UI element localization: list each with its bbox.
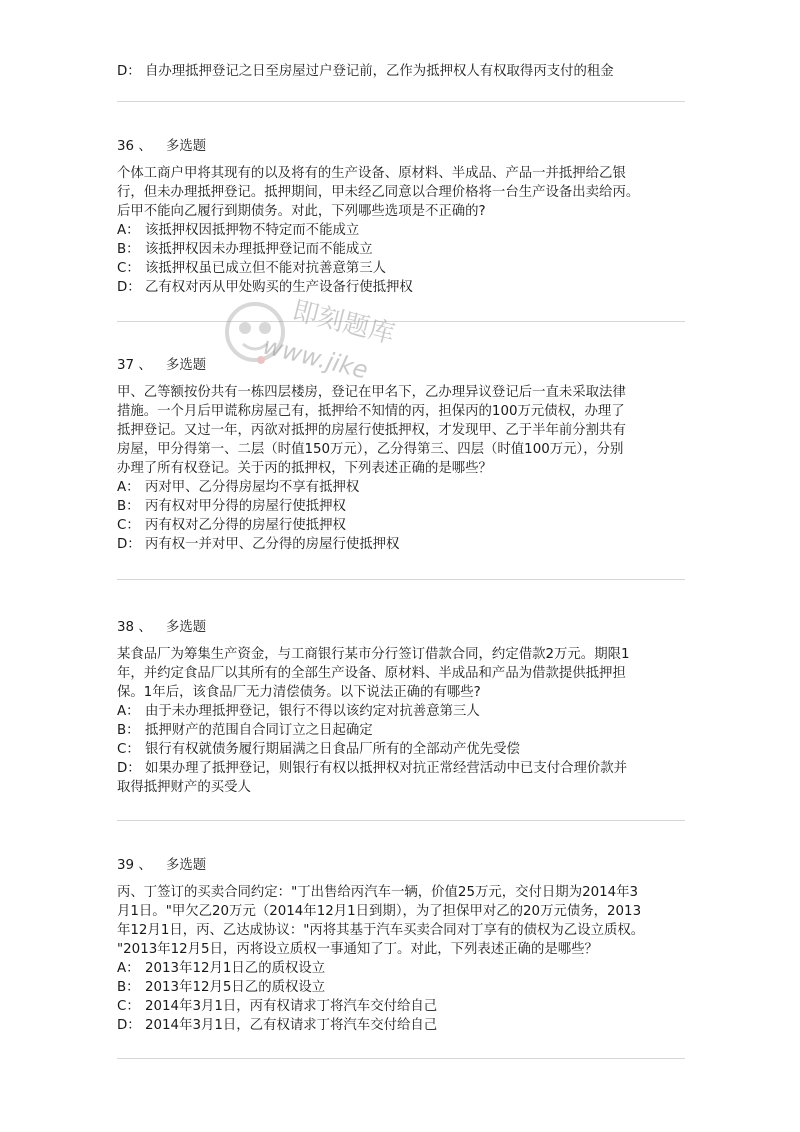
stem-line: 月1日。"甲欠乙20万元（2014年12月1日到期），为了担保甲对乙的20万元债务，2013 bbox=[117, 904, 642, 919]
option-a bbox=[117, 221, 687, 240]
question-type: 多选题 bbox=[165, 620, 207, 635]
option-text: 丙对甲、乙分得房屋均不享有抵押权 bbox=[145, 480, 360, 495]
question-header bbox=[117, 856, 687, 875]
option-b bbox=[117, 497, 687, 516]
option-letter: B： bbox=[117, 499, 140, 514]
option-letter: A： bbox=[117, 223, 140, 238]
question-separator: 、 bbox=[138, 139, 152, 154]
option-text: 自办理抵押登记之日至房屋过户登记前，乙作为抵押权人有权取得丙支付的租金 bbox=[145, 64, 614, 79]
option-text: 该抵押权因抵押物不特定而不能成立 bbox=[145, 223, 360, 238]
question-type: 多选题 bbox=[165, 139, 207, 154]
option-letter: B： bbox=[117, 242, 140, 257]
stem-line: 办理了所有权登记。关于丙的抵押权，下列表述正确的是哪些？ bbox=[117, 461, 492, 476]
stem-line: 个体工商户甲将其现有的以及将有的生产设备、原材料、半成品、产品一并抵押给乙银 bbox=[117, 166, 626, 181]
option-text: 乙有权对丙从甲处购买的生产设备行使抵押权 bbox=[145, 280, 413, 295]
stem-line: 年12月1日，丙、乙达成协议："丙将其基于汽车买卖合同对丁享有的债权为乙设立质权。 bbox=[117, 923, 645, 938]
option-text: 取得抵押财产的买受人 bbox=[117, 780, 251, 795]
question-separator: 、 bbox=[138, 620, 152, 635]
stem-line: 丙、丁签订的买卖合同约定："丁出售给丙汽车一辆，价值25万元，交付日期为2014年3 bbox=[117, 885, 639, 900]
option-b bbox=[117, 240, 687, 259]
option-text: 由于未办理抵押登记，银行不得以该约定对抗善意第三人 bbox=[145, 704, 480, 719]
option-row bbox=[117, 62, 687, 81]
question-stem bbox=[117, 164, 687, 221]
stem-line: 抵押登记。又过一年，丙欲对抵押的房屋行使抵押权，才发现甲、乙于半年前分割共有 bbox=[117, 423, 626, 438]
stem-line: 行，但未办理抵押登记。抵押期间，甲未经乙同意以合理价格将一台生产设备出卖给丙。 bbox=[117, 185, 640, 200]
stem-line: 保。1年后，该食品厂无力清偿债务。以下说法正确的有哪些? bbox=[117, 685, 481, 700]
option-c bbox=[117, 259, 687, 278]
option-text: 该抵押权因未办理抵押登记而不能成立 bbox=[145, 242, 373, 257]
question-separator: 、 bbox=[138, 358, 152, 373]
option-letter: B： bbox=[117, 723, 140, 738]
option-d bbox=[117, 535, 687, 554]
watermark-brand: 即刻题库 bbox=[289, 295, 398, 351]
question-type: 多选题 bbox=[165, 858, 207, 873]
option-letter: D： bbox=[117, 64, 141, 79]
option-c bbox=[117, 997, 687, 1016]
stem-line: 房屋，甲分得第一、二层（时值150万元），乙分得第三、四层（时值100万元），分别 bbox=[117, 442, 624, 457]
question-38 bbox=[117, 618, 687, 797]
option-d-continuation bbox=[117, 778, 687, 797]
option-letter: A： bbox=[117, 961, 140, 976]
option-letter: C： bbox=[117, 518, 140, 533]
option-c bbox=[117, 516, 687, 535]
watermark-url: www.jike bbox=[260, 331, 371, 385]
option-c bbox=[117, 740, 687, 759]
option-a bbox=[117, 959, 687, 978]
divider bbox=[117, 579, 685, 580]
option-letter: D： bbox=[117, 537, 141, 552]
option-text: 丙有权对乙分得的房屋行使抵押权 bbox=[145, 518, 346, 533]
question-header bbox=[117, 618, 687, 637]
stem-line: "2013年12月5日，丙将设立质权一事通知了丁。对此，下列表述正确的是哪些？ bbox=[117, 942, 598, 957]
option-d bbox=[117, 759, 687, 778]
divider bbox=[117, 820, 685, 821]
option-letter: C： bbox=[117, 261, 140, 276]
option-b bbox=[117, 721, 687, 740]
question-number: 37 bbox=[117, 358, 135, 373]
option-letter: D： bbox=[117, 280, 141, 295]
question-stem bbox=[117, 645, 687, 702]
question-header bbox=[117, 137, 687, 156]
divider bbox=[117, 101, 685, 102]
option-a bbox=[117, 478, 687, 497]
option-letter: C： bbox=[117, 999, 140, 1014]
option-text: 丙有权一并对甲、乙分得的房屋行使抵押权 bbox=[145, 537, 400, 552]
option-text: 银行有权就债务履行期届满之日食品厂所有的全部动产优先受偿 bbox=[145, 742, 520, 757]
divider bbox=[117, 1058, 685, 1059]
option-letter: A： bbox=[117, 704, 140, 719]
option-text: 丙有权对甲分得的房屋行使抵押权 bbox=[145, 499, 346, 514]
option-text: 2014年3月1日，丙有权请求丁将汽车交付给自己 bbox=[145, 999, 438, 1014]
option-text: 2013年12月1日乙的质权设立 bbox=[145, 961, 326, 976]
question-number: 38 bbox=[117, 620, 135, 635]
question-type: 多选题 bbox=[165, 358, 207, 373]
question-separator: 、 bbox=[138, 858, 152, 873]
option-a bbox=[117, 702, 687, 721]
question-number: 39 bbox=[117, 858, 135, 873]
option-d bbox=[117, 1016, 687, 1035]
option-letter: B： bbox=[117, 980, 140, 995]
stem-line: 年，并约定食品厂以其所有的全部生产设备、原材料、半成品和产品为借款提供抵押担 bbox=[117, 666, 626, 681]
option-text: 2014年3月1日，乙有权请求丁将汽车交付给自己 bbox=[145, 1018, 438, 1033]
option-letter: D： bbox=[117, 761, 141, 776]
stem-line: 某食品厂为筹集生产资金，与工商银行某市分行签订借款合同，约定借款2万元。期限1 bbox=[117, 647, 630, 662]
option-text: 2013年12月5日乙的质权设立 bbox=[145, 980, 326, 995]
option-text: 抵押财产的范围自合同订立之日起确定 bbox=[145, 723, 373, 738]
stem-line: 措施。一个月后甲谎称房屋己有，抵押给不知情的丙，担保丙的100万元债权，办理了 bbox=[117, 404, 625, 419]
option-text: 如果办理了抵押登记，则银行有权以抵押权对抗正常经营活动中已支付合理价款并 bbox=[145, 761, 628, 776]
option-text: 该抵押权虽已成立但不能对抗善意第三人 bbox=[145, 261, 387, 276]
question-36 bbox=[117, 137, 687, 297]
question-number: 36 bbox=[117, 139, 135, 154]
option-letter: A： bbox=[117, 480, 140, 495]
option-letter: D： bbox=[117, 1018, 141, 1033]
question-39 bbox=[117, 856, 687, 1035]
stem-line: 后甲不能向乙履行到期债务。对此，下列哪些选项是不正确的? bbox=[117, 204, 486, 219]
stem-line: 甲、乙等额按份共有一栋四层楼房，登记在甲名下，乙办理异议登记后一直未采取法律 bbox=[117, 385, 626, 400]
previous-question-option-d bbox=[117, 62, 687, 81]
option-b bbox=[117, 978, 687, 997]
option-letter: C： bbox=[117, 742, 140, 757]
question-stem bbox=[117, 883, 687, 959]
